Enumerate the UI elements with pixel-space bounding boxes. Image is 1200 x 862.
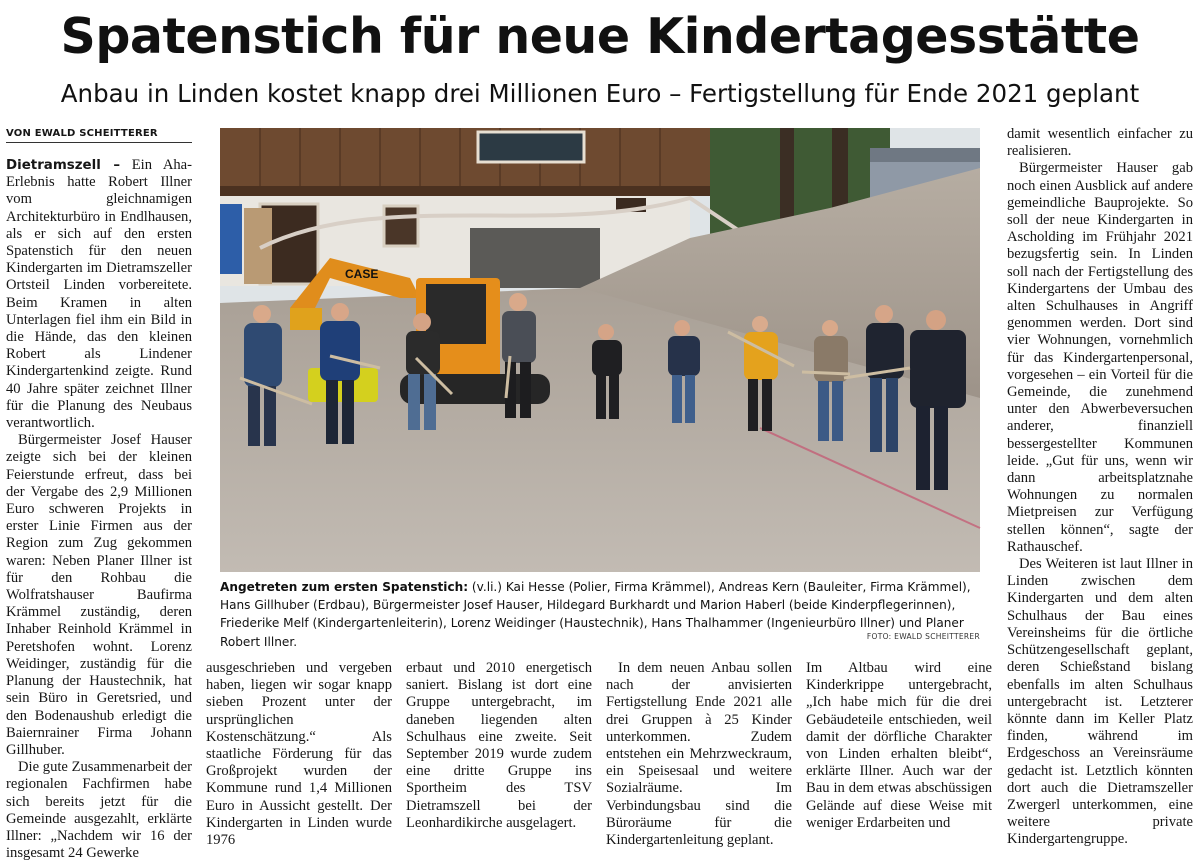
text-column-2 [206, 660, 392, 849]
construction-scene-image [220, 128, 980, 572]
paragraph-text: Ein Aha-Erlebnis hatte Robert Illner vom gleichnamigen Architekturbüro in Endlhausen, als er sich auf den ersten Spatenstich für den neuen Kindergarten im Dietramszeller Ortsteil Linden vorbereitete. Beim Kramen in alten Unterlagen fiel ihm ein Bild in die Hände, das den kleinen Robert als Lindener Kindergartenkind zeigte. Rund 40 Jahre später zeichnet Illner für die Planung des Neubaus verantwortlich. [6, 157, 192, 432]
caption-lead: Angetreten zum ersten Spatenstich: [220, 580, 469, 594]
article-photo [220, 128, 980, 572]
headline: Spatenstich für neue Kindertagesstätte [60, 8, 1140, 65]
paragraph: Bürgermeister Hauser gab noch einen Ausblick auf andere gemeindliche Bauprojekte. So soll der neue Kindergarten in Ascholding im Frühjahr 2021 bezugsfertig sein. In Linden soll nach der Fertigstellung des Kindergartens der Umbau des alten Schulhauses in Angriff genommen werden. Dort sind vier Wohnungen, vornehmlich für das Kindergartenpersonal, vorgesehen – ein Vorteil für die Gemeinde, die zunehmend unter den Abwerbeversuchen anderer, finanziell bessergestellter Kommunen leide. „Gut für uns, wenn wir dann arbeitsplatznahe Wohnungen zu normalen Mietpreisen zur Verfügung stellen können“, sagte der Rathauschef. [1007, 160, 1193, 555]
text-column-5 [806, 660, 992, 831]
paragraph: ausgeschrieben und vergeben haben, liegen wir sogar knapp sieben Prozent unter der ursprünglichen Kostenschätzung.“ Als staatliche Förderung für das Großprojekt wurden der Kommune rund 1,4 Millionen Euro in Aussicht gestellt. Der Kindergarten in Linden wurde 1976 [206, 660, 392, 849]
text-column-1 [6, 157, 192, 862]
paragraph: Die gute Zusammenarbeit der regionalen Fachfirmen habe sich bereits jetzt für die Gemeinde ausgezahlt, erklärte Illner: „Nachdem wir 16 der insgesamt 24 Gewerke [6, 759, 192, 862]
dateline: Dietramszell – [6, 158, 121, 173]
wooden-facade [220, 128, 710, 190]
paragraph: erbaut und 2010 energetisch saniert. Bislang ist dort eine Gruppe untergebracht, im daneben liegenden alten Schulhaus eine zweite. Seit September 2019 wurde zudem eine dritte Gruppe ins Sportheim des TSV Dietramszell bei der Leonhardikirche ausgelagert. [406, 660, 592, 831]
blue-tarp [220, 204, 242, 274]
paragraph: In dem neuen Anbau sollen nach der anvisierten Fertigstellung Ende 2021 alle drei Gruppen à 25 Kinder unterkommen. Zudem entstehen ein Mehrzweckraum, ein Speisesaal und weitere Sozialräume. Im Verbindungsbau sind die Büroräume für die Kindergartenleitung geplant. [606, 660, 792, 849]
text-column-4 [606, 660, 792, 849]
photo-credit: FOTO: EWALD SCHEITTERER [866, 632, 980, 641]
paragraph [6, 157, 192, 432]
byline: VON EWALD SCHEITTERER [6, 126, 192, 143]
subheadline: Anbau in Linden kostet knapp drei Millionen Euro – Fertigstellung für Ende 2021 geplant [60, 79, 1140, 108]
window [478, 132, 584, 162]
paragraph: Im Altbau wird eine Kinderkrippe untergebracht, „Ich habe mich für die drei Gebäudeteile entschieden, weil damit der dörfliche Charakter von Linden erhalten bleibt“, erklärte Illner. Auch war der Bau in dem etwas abschüssigen Gelände auf diese Weise mit weniger Erdarbeiten und [806, 660, 992, 831]
paragraph: Des Weiteren ist laut Illner in Linden zwischen dem Kindergarten und dem alten Schulhaus der Bau eines Vereinsheims für die örtliche Schützengesellschaft geplant, deren Schießstand bislang ebenfalls im alten Schulhaus untergebracht ist. Letzterer könnte dann im Keller Platz finden, während im Erdgeschoss an Vereinsräume gedacht ist. Letztlich könnten dort auch die Dietramszeller Zwergerl unterkommen, eine weitere private Kindergartengruppe. [1007, 556, 1193, 848]
caption-text: (v.li.) Kai Hesse (Polier, Firma Krämmel), Andreas Kern (Bauleiter, Firma Krämmel), Hans Gillhuber (Erdbau), Bürgermeister Josef Hauser, Hildegard Burkhardt und Marion Haberl (beide Kinderpflegerinnen), Friederike Melf (Kindergartenleiterin), Lorenz Weidinger (Haustechnik), Hans Thalhammer (Ingenieurbüro Illner) und Planer Robert Illner. [220, 580, 971, 649]
paragraph: Bürgermeister Josef Hauser zeigte sich bei der kleinen Feierstunde erfreut, dass bei der Vergabe des 2,9 Millionen Euro schweren Projekts in erster Linie Firmen aus der Region zum Zug gekommen waren: Neben Planer Illner ist für den Rohbau die Wolfratshauser Baufirma Krämmel zuständig, deren Inhaber Reinhold Krämmel in Peretshofen wohnt. Lorenz Weidinger, zuständig für die Planung der Haustechnik, hat sein Büro in Geretsried, und den Bodenaushub erledigt die Baiernrainer Firma Johann Gillhuber. [6, 432, 192, 758]
text-column-6 [1007, 126, 1193, 848]
machine-brand-label: CASE [345, 267, 379, 281]
text-column-3 [406, 660, 592, 831]
paragraph: damit wesentlich einfacher zu realisieren. [1007, 126, 1193, 160]
